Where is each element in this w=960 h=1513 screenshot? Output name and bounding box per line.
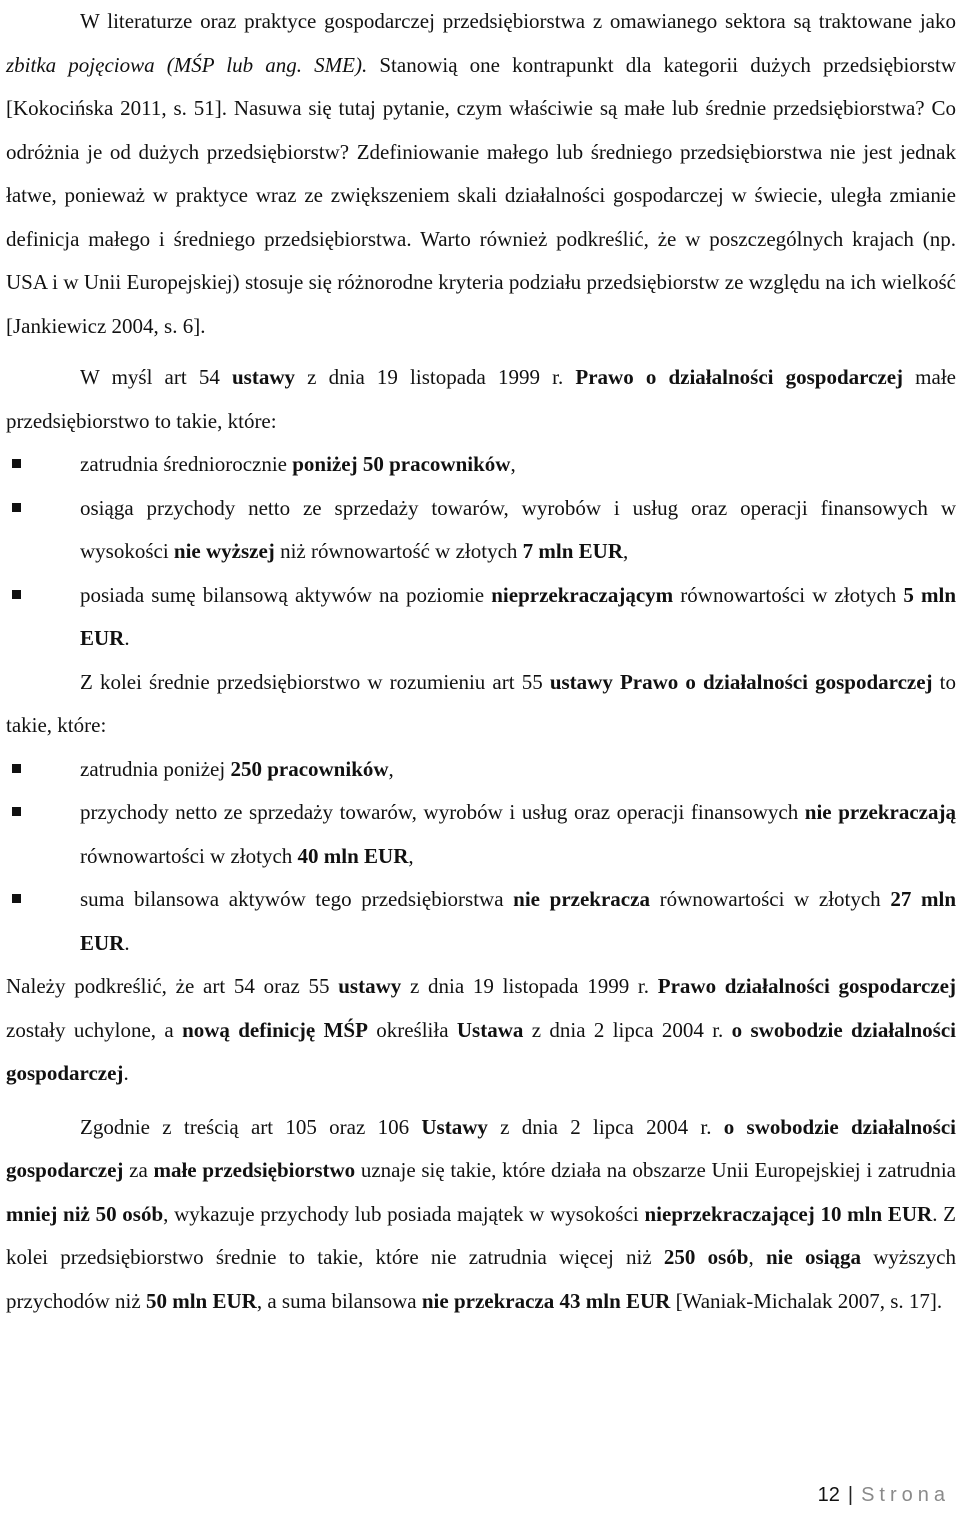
text-run: osiąga przychody netto ze sprzedaży towarów, wyrobów i usług oraz operacji finansowych w wysokości: [80, 495, 956, 563]
text-run: zatrudnia średniorocznie: [80, 452, 293, 476]
page-number: 12: [817, 1484, 840, 1506]
square-bullet-icon: [12, 459, 21, 468]
bold-run: 250 pracowników: [230, 756, 389, 781]
text-run: uznaje się takie, które działa na obszarze Unii Europejskiej i zatrudnia: [355, 1158, 956, 1182]
italic-run: zbitka pojęciowa (MŚP lub ang. SME).: [6, 52, 368, 77]
bold-run: nie przekracza 43 mln EUR: [421, 1288, 671, 1313]
text-run: ,: [388, 756, 394, 781]
medium-enterprise-criteria-list: [6, 748, 956, 966]
text-run: określiła: [367, 1017, 457, 1042]
text-run: Należy podkreślić, że art 54 oraz 55: [6, 974, 339, 998]
text-run: .: [124, 930, 130, 955]
bold-run: nieprzekraczającym: [491, 582, 674, 607]
bold-run: nową definicję MŚP: [182, 1017, 368, 1042]
text-run: to takie, które:: [6, 669, 956, 737]
square-bullet-icon: [12, 807, 21, 816]
bold-run: nie wyższej: [173, 539, 275, 563]
list-item: [6, 791, 956, 878]
text-run: z dnia 2 lipca 2004 r.: [523, 1017, 732, 1042]
bold-run: Ustawa: [456, 1017, 524, 1042]
square-bullet-icon: [12, 590, 21, 599]
text-run: [Waniak-Michalak 2007, s. 17].: [670, 1288, 943, 1313]
bold-run: nie przekraczają: [804, 800, 956, 824]
text-run: .: [124, 626, 130, 650]
text-run: równowartości w złotych: [649, 887, 891, 911]
bold-run: Prawo o działalności gospodarczej: [575, 365, 904, 389]
text-run: z dnia 19 listopada 1999 r.: [401, 974, 658, 998]
list-item: [6, 748, 956, 792]
bold-run: 5 mln EUR: [80, 582, 957, 650]
list-item: [6, 487, 956, 574]
bold-run: 7 mln EUR: [522, 539, 624, 563]
text-run: Stanowią one kontrapunkt dla kategorii dużych przedsiębiorstw [Kokocińska 2011, s. 51]. Nasuwa się tutaj pytanie, czym właściwie są małe lub średnie przedsiębiorstwa? Co odróżnia je od dużych przedsiębiorstw? Zdefiniowanie małego lub średniego przedsiębiorstwa nie jest jednak łatwe, ponieważ w praktyce wraz ze zwiększeniem skali działalności gospodarczej w świecie, uległa zmianie definicja małego i średniego przedsiębiorstwa. Warto również podkreślić, że w poszczególnych krajach (np. USA i w Unii Europejskiej) stosuje się różnorodne kryteria podziału przedsiębiorstw ze względu na ich wielkość [Jankiewicz 2004, s. 6].: [6, 52, 957, 338]
square-bullet-icon: [12, 503, 21, 512]
text-run: W literaturze oraz praktyce gospodarczej przedsiębiorstwa z omawianego sektora są traktowane jako: [80, 9, 956, 33]
bold-run: o swobodzie działalności gospodarczej: [6, 1017, 957, 1085]
bold-run: poniżej 50 pracowników: [292, 452, 511, 476]
list-item: [6, 443, 956, 487]
paragraph-small-enterprise-law: [6, 356, 956, 443]
bold-run: ustawy: [232, 365, 296, 389]
bold-run: ustawy: [338, 974, 402, 998]
text-run: ,: [408, 843, 414, 868]
paragraph-medium-enterprise-law: [6, 661, 956, 748]
text-run: za: [123, 1158, 154, 1182]
square-bullet-icon: [12, 894, 21, 903]
bold-run: 250 osób: [663, 1245, 749, 1269]
text-run: równowartości w złotych: [673, 582, 904, 607]
paragraph-new-definition: [6, 1106, 956, 1324]
text-run: Zgodnie z treścią art 105 oraz 106: [80, 1114, 422, 1139]
text-run: niż równowartość w złotych: [274, 539, 523, 563]
text-run: przychody netto ze sprzedaży towarów, wyrobów i usług oraz operacji finansowych: [80, 800, 805, 824]
paragraph-law-repealed: [6, 965, 956, 1096]
text-run: . Z kolei przedsiębiorstwo średnie to takie, które nie zatrudnia więcej niż: [6, 1201, 957, 1269]
text-run: , a suma bilansowa: [256, 1288, 422, 1313]
bold-run: nie osiąga: [765, 1245, 861, 1269]
text-run: zatrudnia poniżej: [80, 756, 231, 781]
list-item: [6, 878, 956, 965]
list-item: [6, 574, 956, 661]
text-run: ,: [510, 452, 516, 476]
bold-run: Ustawy: [421, 1114, 488, 1139]
bold-run: 40 mln EUR: [297, 843, 409, 868]
text-run: W myśl art 54: [80, 365, 232, 389]
square-bullet-icon: [12, 764, 21, 773]
footer-separator: |: [847, 1484, 854, 1506]
text-run: z dnia 2 lipca 2004 r.: [487, 1114, 724, 1139]
bold-run: małe przedsiębiorstwo: [153, 1158, 356, 1182]
bold-run: 50 mln EUR: [145, 1288, 257, 1313]
bold-run: nieprzekraczającej 10 mln EUR: [644, 1201, 933, 1226]
text-run: ,: [748, 1245, 766, 1269]
text-run: wyższych przychodów niż: [6, 1245, 957, 1313]
text-run: Z kolei średnie przedsiębiorstwo w rozumieniu art 55: [80, 669, 550, 694]
text-run: zostały uchylone, a: [6, 1017, 183, 1042]
text-run: z dnia 19 listopada 1999 r.: [295, 365, 576, 389]
small-enterprise-criteria-list: [6, 443, 956, 661]
bold-run: o swobodzie działalności gospodarczej: [6, 1114, 957, 1182]
bold-run: Prawo działalności gospodarczej: [657, 974, 956, 998]
paragraph-sme-definition-intro: [6, 0, 956, 348]
text-run: suma bilansowa aktywów tego przedsiębiorstwa: [80, 887, 514, 911]
text-run: .: [123, 1061, 129, 1085]
bold-run: 27 mln EUR: [80, 887, 957, 955]
text-run: posiada sumę bilansową aktywów na poziomie: [80, 582, 492, 607]
page-label: Strona: [861, 1484, 950, 1506]
bold-run: nie przekracza: [513, 887, 650, 911]
text-run: ,: [623, 539, 629, 563]
text-run: , wykazuje przychody lub posiada majątek w wysokości: [163, 1201, 645, 1226]
document-page: [6, 0, 956, 1323]
bold-run: mniej niż 50 osób: [6, 1201, 164, 1226]
page-footer: [818, 1484, 950, 1507]
bold-run: ustawy Prawo o działalności gospodarczej: [549, 669, 933, 694]
text-run: małe przedsiębiorstwo to takie, które:: [6, 365, 956, 433]
text-run: równowartości w złotych: [80, 843, 298, 868]
